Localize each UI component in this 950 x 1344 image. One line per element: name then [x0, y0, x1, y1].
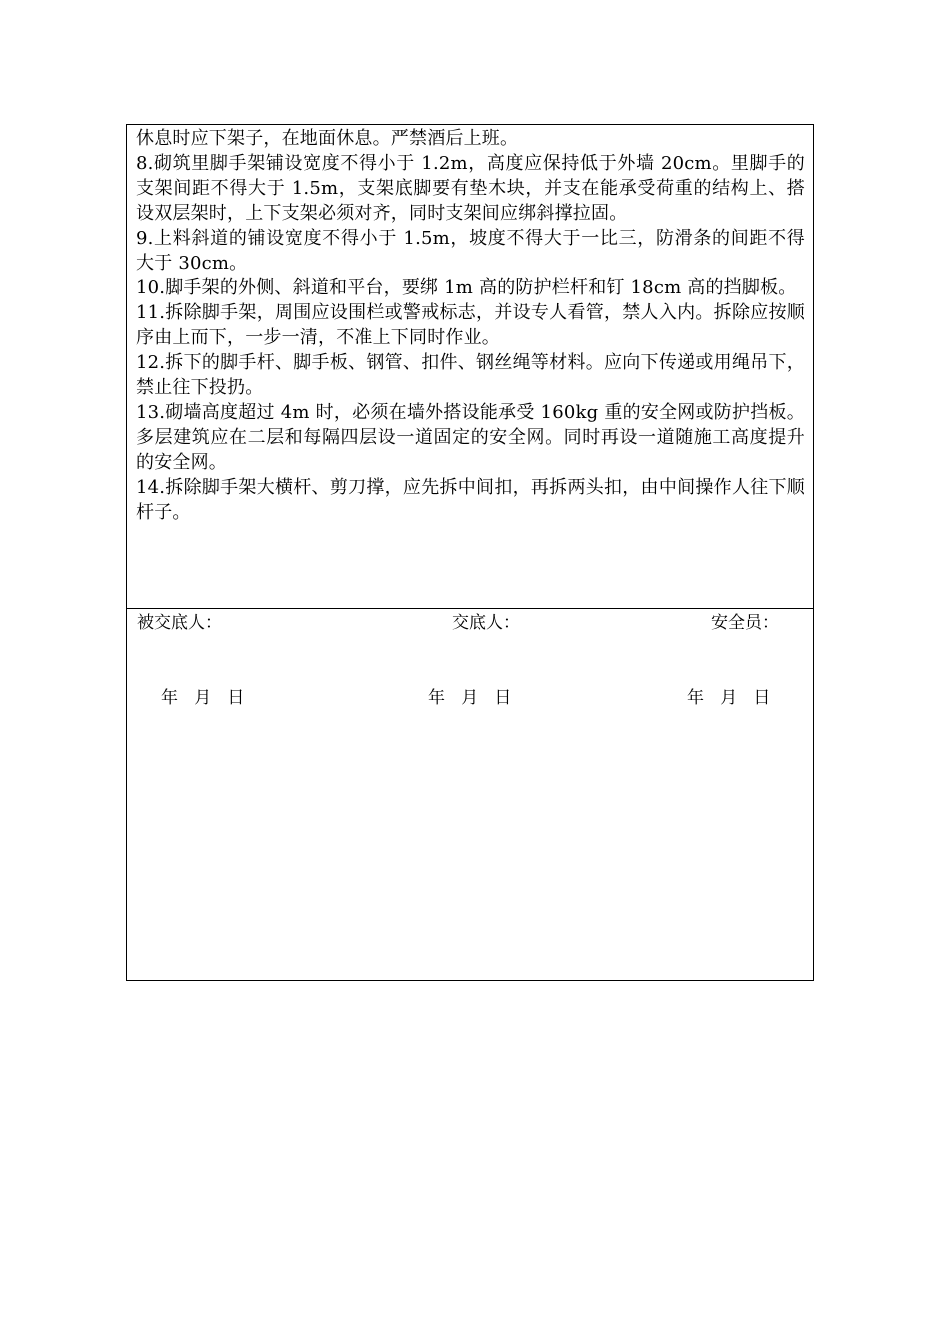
paragraph-continuation: 休息时应下架子，在地面休息。严禁酒后上班。 — [136, 128, 519, 149]
recipient-date: 年 月 日 — [161, 688, 245, 708]
signature-section — [127, 609, 813, 982]
recipient-label: 被交底人： — [137, 613, 222, 633]
disclosure-form — [126, 124, 814, 981]
paragraph-item-9: 9.上料斜道的铺设宽度不得小于 1.5m，坡度不得大于一比三，防滑条的间距不得大于 30cm。 — [136, 227, 805, 274]
paragraph-item-14: 14.拆除脚手架大横杆、剪刀撑，应先拆中间扣，再拆两头扣，由中间操作人往下顺杆子。 — [136, 476, 805, 523]
paragraph-item-8: 8.砌筑里脚手架铺设宽度不得小于 1.2m，高度应保持低于外墙 20cm。里脚手的支架间距不得大于 1.5m，支架底脚要有垫木块，并支在能承受荷重的结构上、搭设双层架时，上下支架必须对齐，同时支架间应绑斜撑拉固。 — [136, 152, 805, 224]
paragraph-item-10: 10.脚手架的外侧、斜道和平台，要绑 1m 高的防护栏杆和钉 18cm 高的挡脚板。 — [136, 277, 797, 299]
paragraph-item-12: 12.拆下的脚手杆、脚手板、钢管、扣件、钢丝绳等材料。应向下传递或用绳吊下，禁止往下投扔。 — [136, 352, 805, 399]
discloser-label: 交底人： — [452, 613, 520, 633]
paragraph-item-13: 13.砌墙高度超过 4m 时，必须在墙外搭设能承受 160kg 重的安全网或防护挡板。多层建筑应在二层和每隔四层设一道固定的安全网。同时再设一道随施工高度提升的安全网。 — [136, 401, 805, 473]
paragraph-item-11: 11.拆除脚手架，周围应设围栏或警戒标志，并设专人看管，禁人入内。拆除应按顺序由上而下，一步一清，不准上下同时作业。 — [136, 302, 805, 349]
safety-requirements-section — [127, 125, 813, 609]
safety-officer-date: 年 月 日 — [687, 688, 771, 708]
safety-officer-label: 安全员： — [711, 613, 779, 633]
discloser-date: 年 月 日 — [428, 688, 512, 708]
